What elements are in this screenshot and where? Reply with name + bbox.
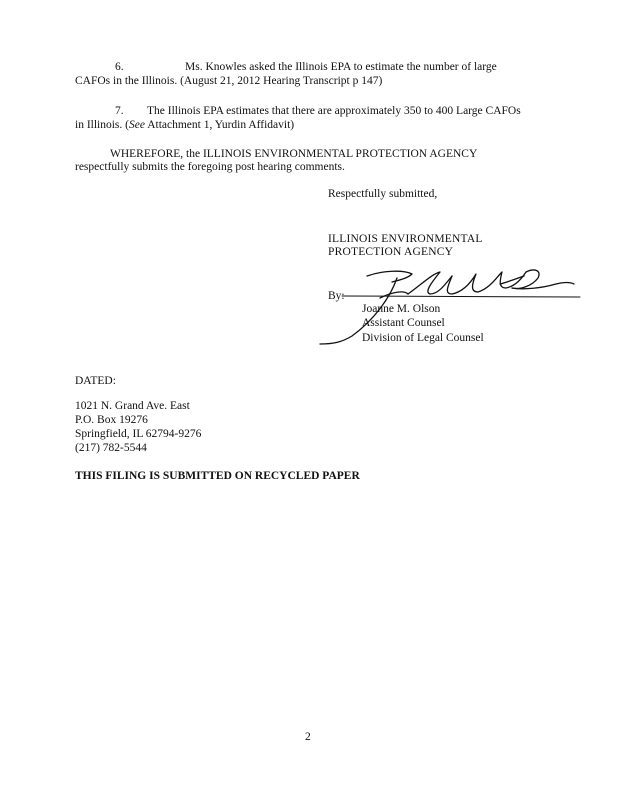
paragraph-7-text-2-suffix: Attachment 1, Yurdin Affidavit)	[144, 119, 295, 131]
agency-name-line-2: PROTECTION AGENCY	[328, 246, 454, 258]
paragraph-7-see: See	[129, 119, 145, 131]
dated-label: DATED:	[75, 375, 116, 387]
paragraph-7-text-2-prefix: in Illinois. (	[75, 119, 129, 131]
address-line-3: Springfield, IL 62794-9276	[75, 428, 202, 440]
paragraph-6-line-2: CAFOs in the Illinois. (August 21, 2012 Hearing Transcript p 147)	[75, 75, 383, 87]
wherefore-line-2: respectfully submits the foregoing post hearing comments.	[75, 161, 345, 173]
paragraph-7-line-2	[75, 118, 294, 132]
recycled-paper-notice: THIS FILING IS SUBMITTED ON RECYCLED PAPER	[75, 470, 360, 482]
paragraph-6-text-1: Ms. Knowles asked the Illinois EPA to estimate the number of large	[185, 61, 497, 73]
paragraph-6-number: 6.	[115, 61, 124, 73]
paragraph-7-number: 7.	[115, 105, 124, 117]
paragraph-7-text-1: The Illinois EPA estimates that there are approximately 350 to 400 Large CAFOs	[147, 105, 521, 117]
signer-title: Assistant Counsel	[362, 317, 445, 329]
address-line-4: (217) 782-5544	[75, 442, 147, 454]
by-label: By:	[328, 290, 345, 302]
address-line-2: P.O. Box 19276	[75, 414, 148, 426]
respectfully-submitted: Respectfully submitted,	[328, 188, 438, 200]
signer-name: Joanne M. Olson	[362, 303, 441, 315]
wherefore-line-1: WHEREFORE, the ILLINOIS ENVIRONMENTAL PROTECTION AGENCY	[110, 148, 478, 160]
agency-name-line-1: ILLINOIS ENVIRONMENTAL	[328, 233, 483, 245]
paragraph-7-line-1	[75, 104, 547, 118]
paragraph-6-line-1	[75, 60, 547, 74]
address-line-1: 1021 N. Grand Ave. East	[75, 400, 190, 412]
signer-division: Division of Legal Counsel	[362, 332, 484, 344]
page-number: 2	[305, 731, 311, 743]
